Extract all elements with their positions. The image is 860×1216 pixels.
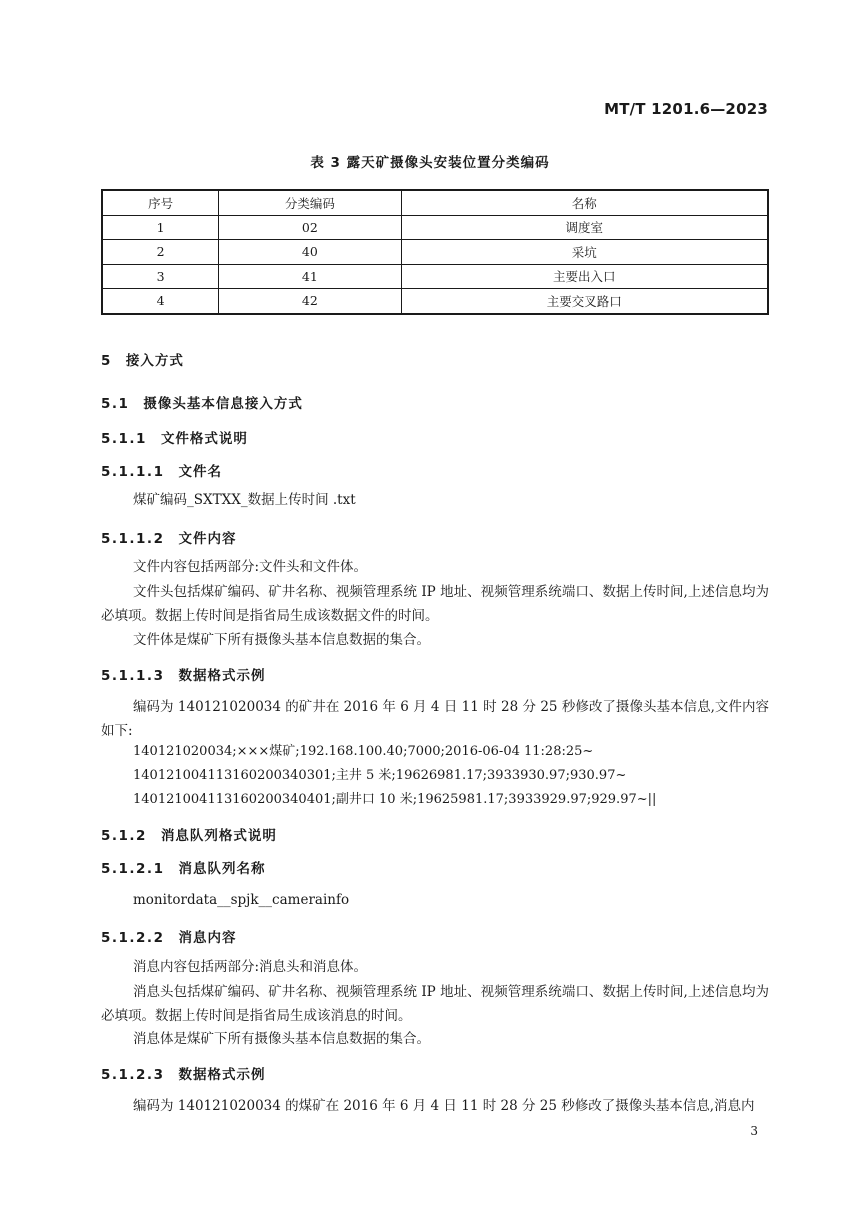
cell-seq: 1 <box>102 215 219 240</box>
section-title: 文件内容 <box>178 531 237 547</box>
paragraph: 文件体是煤矿下所有摄像头基本信息数据的集合。 <box>133 632 430 648</box>
section-number: 5.1.2.3 <box>101 1067 165 1083</box>
filename-pattern: 煤矿编码_SXTXX_数据上传时间 .txt <box>133 492 356 508</box>
cell-seq: 4 <box>102 289 219 314</box>
cell-name: 主要出入口 <box>401 264 768 289</box>
paragraph: 消息体是煤矿下所有摄像头基本信息数据的集合。 <box>133 1031 430 1047</box>
cell-code: 40 <box>219 240 401 265</box>
cell-seq: 2 <box>102 240 219 265</box>
cell-code: 42 <box>219 289 401 314</box>
section-title: 摄像头基本信息接入方式 <box>143 396 303 412</box>
table-row <box>102 264 768 289</box>
paragraph: 编码为 140121020034 的矿井在 2016 年 6 月 4 日 11 时 28 分 25 秒修改了摄像头基本信息,文件内容如下: <box>101 699 769 739</box>
paragraph: 文件内容包括两部分:文件头和文件体。 <box>133 559 368 575</box>
section-heading <box>101 349 184 369</box>
section-heading <box>101 527 236 547</box>
code-line: 140121020034;×××煤矿;192.168.100.40;7000;2016-06-04 11:28:25~ <box>133 744 594 759</box>
standard-code: MT/T 1201.6—2023 <box>604 100 768 118</box>
table-header-row <box>102 190 768 215</box>
queue-name: monitordata__spjk__camerainfo <box>133 892 350 908</box>
paragraph: 编码为 140121020034 的煤矿在 2016 年 6 月 4 日 11 时 28 分 25 秒修改了摄像头基本信息,消息内 <box>133 1098 755 1114</box>
col-header-seq: 序号 <box>102 190 219 215</box>
page-number: 3 <box>750 1124 758 1138</box>
paragraph: 消息内容包括两部分:消息头和消息体。 <box>133 959 368 975</box>
section-number: 5.1.1.2 <box>101 531 165 547</box>
section-number: 5.1.1.3 <box>101 668 165 684</box>
code-line: 140121004113160200340401;副井口 10 米;19625981.17;3933929.97;929.97~|| <box>133 792 657 807</box>
cell-name: 调度室 <box>401 215 768 240</box>
table-row <box>102 240 768 265</box>
paragraph: 文件头包括煤矿编码、矿井名称、视频管理系统 IP 地址、视频管理系统端口、数据上传时间,上述信息均为必填项。数据上传时间是指省局生成该数据文件的时间。 <box>101 584 769 624</box>
col-header-name: 名称 <box>401 190 768 215</box>
section-number: 5 <box>101 353 112 369</box>
section-title: 数据格式示例 <box>178 1067 266 1083</box>
section-title: 消息队列名称 <box>178 861 266 877</box>
cell-code: 02 <box>219 215 401 240</box>
section-number: 5.1.2.1 <box>101 861 165 877</box>
section-number: 5.1.2.2 <box>101 930 165 946</box>
cell-name: 采坑 <box>401 240 768 265</box>
code-line: 140121004113160200340301;主井 5 米;19626981.17;3933930.97;930.97~ <box>133 768 627 783</box>
paragraph: 消息头包括煤矿编码、矿井名称、视频管理系统 IP 地址、视频管理系统端口、数据上传时间,上述信息均为必填项。数据上传时间是指省局生成该消息的时间。 <box>101 984 769 1024</box>
section-heading <box>101 392 303 412</box>
table-caption: 表 3 露天矿摄像头安装位置分类编码 <box>310 155 550 171</box>
table-row <box>102 289 768 314</box>
section-title: 文件名 <box>178 464 222 480</box>
section-title: 接入方式 <box>125 353 184 369</box>
section-heading <box>101 460 222 480</box>
section-heading <box>101 824 277 844</box>
section-number: 5.1.1.1 <box>101 464 165 480</box>
table-row <box>102 215 768 240</box>
col-header-code: 分类编码 <box>219 190 401 215</box>
section-heading <box>101 664 265 684</box>
section-title: 消息内容 <box>178 930 237 946</box>
cell-name: 主要交叉路口 <box>401 289 768 314</box>
section-number: 5.1 <box>101 396 130 412</box>
cell-code: 41 <box>219 264 401 289</box>
section-heading <box>101 1063 265 1083</box>
section-heading <box>101 926 236 946</box>
cell-seq: 3 <box>102 264 219 289</box>
classification-table <box>101 189 769 315</box>
section-title: 数据格式示例 <box>178 668 266 684</box>
section-heading <box>101 857 265 877</box>
section-title: 消息队列格式说明 <box>160 828 277 844</box>
section-title: 文件格式说明 <box>160 431 248 447</box>
section-heading <box>101 427 248 447</box>
section-number: 5.1.2 <box>101 828 147 844</box>
section-number: 5.1.1 <box>101 431 147 447</box>
